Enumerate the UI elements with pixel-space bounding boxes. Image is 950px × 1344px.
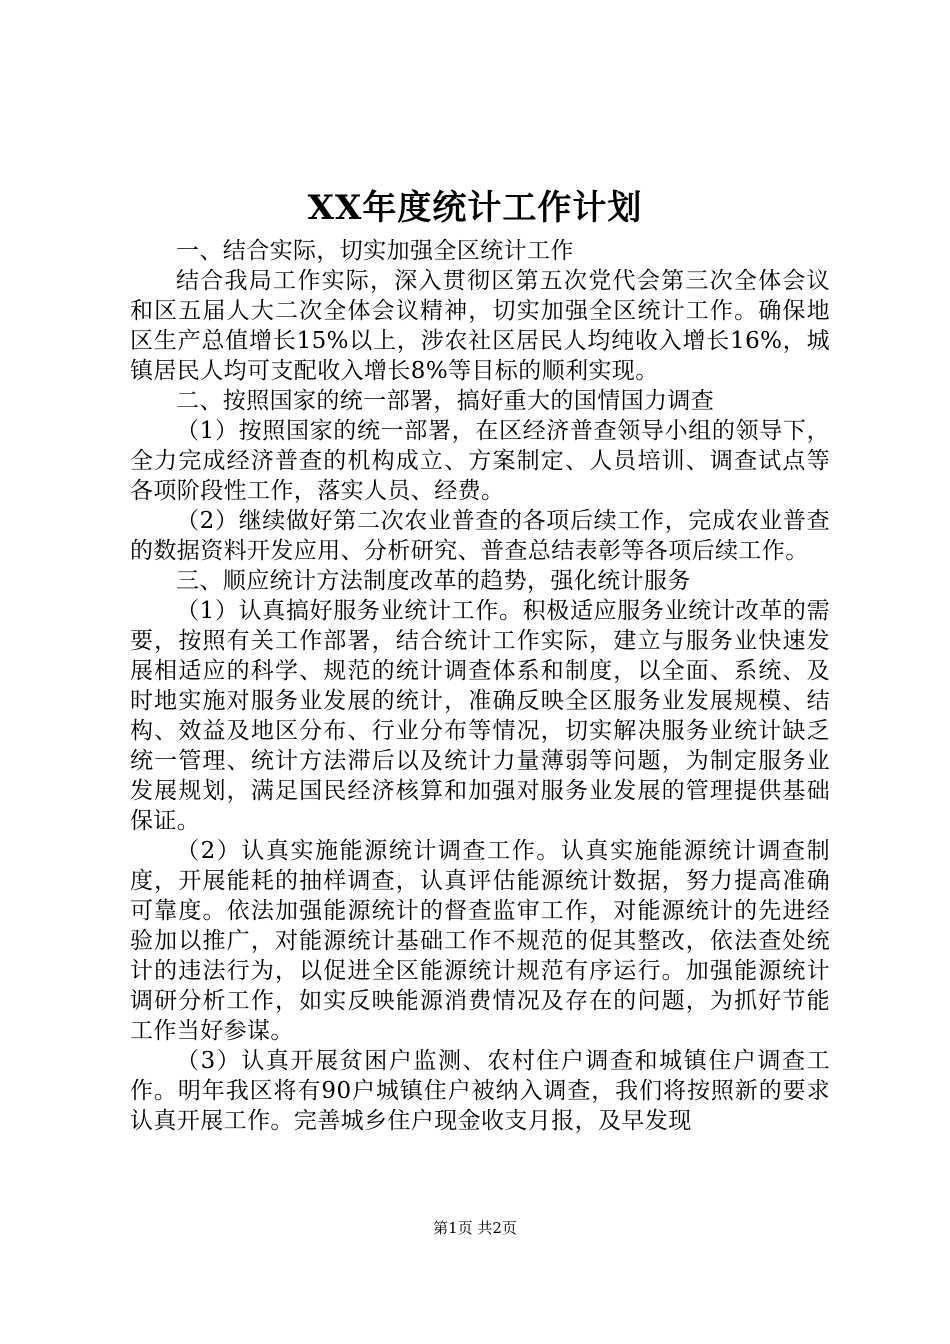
paragraph: （1）按照国家的统一部署，在区经济普查领导小组的领导下，全力完成经济普查的机构成立、方案制定、人员培训、调查试点等各项阶段性工作，落实人员、经费。 [130,418,830,504]
paragraph: 结合我局工作实际，深入贯彻区第五次党代会第三次全体会议和区五届人大二次全体会议精神，切实加强全区统计工作。确保地区生产总值增长15%以上，涉农社区居民人均纯收入增长16%，城镇居民人均可支配收入增长8%等目标的顺利实现。 [130,268,830,384]
paragraph: （3）认真开展贫困户监测、农村住户调查和城镇住户调查工作。明年我区将有90户城镇住户被纳入调查，我们将按照新的要求认真开展工作。完善城乡住户现金收支月报，及早发现 [130,1048,830,1134]
document-body [130,236,830,1136]
paragraph: （2）认真实施能源统计调查工作。认真实施能源统计调查制度，开展能耗的抽样调查，认真评估能源统计数据，努力提高准确可靠度。依法加强能源统计的督查监审工作，对能源统计的先进经验加以推广，对能源统计基础工作不规范的促其整改，依法查处统计的违法行为，以促进全区能源统计规范有序运行。加强能源统计调研分析工作，如实反映能源消费情况及存在的问题，为抓好节能工作当好参谋。 [130,838,830,1044]
paragraph: （2）继续做好第二次农业普查的各项后续工作，完成农业普查的数据资料开发应用、分析研究、普查总结表彰等各项后续工作。 [130,508,830,564]
section-heading-1: 一、结合实际，切实加强全区统计工作 [176,238,574,264]
section-heading-3: 三、顺应统计方法制度改革的趋势，强化统计服务 [176,568,691,594]
paragraph: （1）认真搞好服务业统计工作。积极适应服务业统计改革的需要，按照有关工作部署，结合统计工作实际，建立与服务业快速发展相适应的科学、规范的统计调查体系和制度，以全面、系统、及时地实施对服务业发展的统计，准确反映全区服务业发展规模、结构、效益及地区分布、行业分布等情况，切实解决服务业统计缺乏统一管理、统计方法滞后以及统计力量薄弱等问题，为制定服务业发展规划，满足国民经济核算和加强对服务业发展的管理提供基础保证。 [130,598,830,834]
document-title: XX年度统计工作计划 [307,188,643,228]
section-heading-2: 二、按照国家的统一部署，搞好重大的国情国力调查 [176,388,715,414]
page-footer: 第1页 共2页 [433,1219,517,1237]
